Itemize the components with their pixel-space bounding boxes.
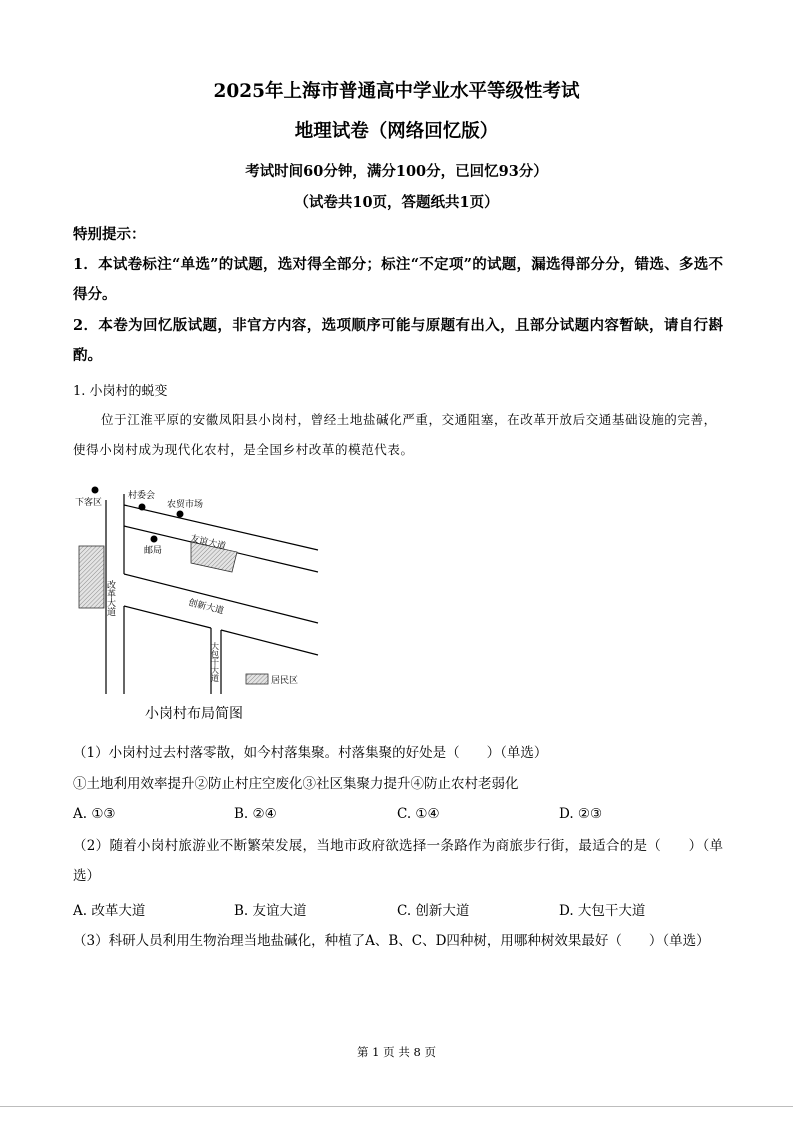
label-chuangxin-road: 创新大道 [187,598,225,617]
label-youju: 邮局 [144,546,163,556]
sub1-option-c[interactable]: C. ①④ [397,806,440,822]
question-1-intro: 位于江淮平原的安徽凤阳县小岗村，曾经土地盐碱化严重，交通阻塞，在改革开放后交通基础设施的完善，使得小岗村成为现代化农村，是全国乡村改革的模范代表。 [73,412,717,457]
sub2-option-c[interactable]: C. 创新大道 [397,903,470,919]
sub1-option-b[interactable]: B. ②④ [234,806,277,822]
sub1-option-a[interactable]: A. ①③ [73,806,116,822]
xiakequ-marker [92,487,99,494]
question-1-title: 1. 小岗村的蜕变 [73,384,168,399]
label-nongmao: 农贸市场 [167,500,204,510]
bottom-divider [0,1106,793,1107]
chuangxin-road-south-edge-east [221,630,318,655]
sub-question-1-statements: ①土地利用效率提升②防止村庄空废化③社区集聚力提升④防止农村老弱化 [73,776,519,792]
exam-meta-time: 考试时间60分钟，满分100分，已回忆93分） [245,163,548,180]
sub1-option-d[interactable]: D. ②③ [559,806,603,822]
label-youyi-road: 友谊大道 [189,534,227,553]
cunweihui-marker [139,504,146,511]
tip-item-2: 2．本卷为回忆版试题，非官方内容，选项顺序可能与原题有出入，且部分试题内容暂缺，请自行斟酌。 [73,317,723,364]
exam-subtitle: 地理试卷（网络回忆版） [294,121,499,142]
sub-question-3-stem: （3）科研人员利用生物治理当地盐碱化，种植了A、B、C、D四种树，用哪种树效果最好（ ）（单选） [73,933,710,949]
sub2-option-a[interactable]: A. 改革大道 [73,903,146,919]
exam-meta-pages: （试卷共10页，答题纸共1页） [294,194,499,211]
map-caption: 小岗村布局简图 [145,706,243,722]
legend-label: 居民区 [271,676,299,686]
youju-marker [151,536,158,543]
residential-area-west [79,546,104,608]
sub2-option-b[interactable]: B. 友谊大道 [234,903,307,919]
label-xiakequ: 下客区 [75,498,103,508]
nongmao-marker [177,511,184,518]
page-footer: 第 1 页 共 8 页 [357,1045,436,1059]
village-layout-map [73,480,333,700]
tip-item-1: 1．本试卷标注“单选”的试题，选对得全部分；标注“不定项”的试题，漏选得部分分，错选、多选不得分。 [73,256,723,303]
exam-title: 2025年上海市普通高中学业水平等级性考试 [213,81,580,102]
label-cunweihui: 村委会 [128,491,156,501]
label-gaige-road: 改革大道 [105,580,115,616]
legend-swatch [246,674,268,684]
sub-question-2-stem: （2）随着小岗村旅游业不断繁荣发展，当地市政府欲选择一条路作为商旅步行街，最适合的是（ ）（单选） [73,838,723,884]
label-dabaogan-road: 大包干大道 [210,642,220,682]
tips-heading: 特别提示： [73,226,146,243]
sub2-option-d[interactable]: D. 大包干大道 [559,903,646,919]
sub-question-1-stem: （1）小岗村过去村落零散，如今村落集聚。村落集聚的好处是（ ）（单选） [73,745,548,761]
